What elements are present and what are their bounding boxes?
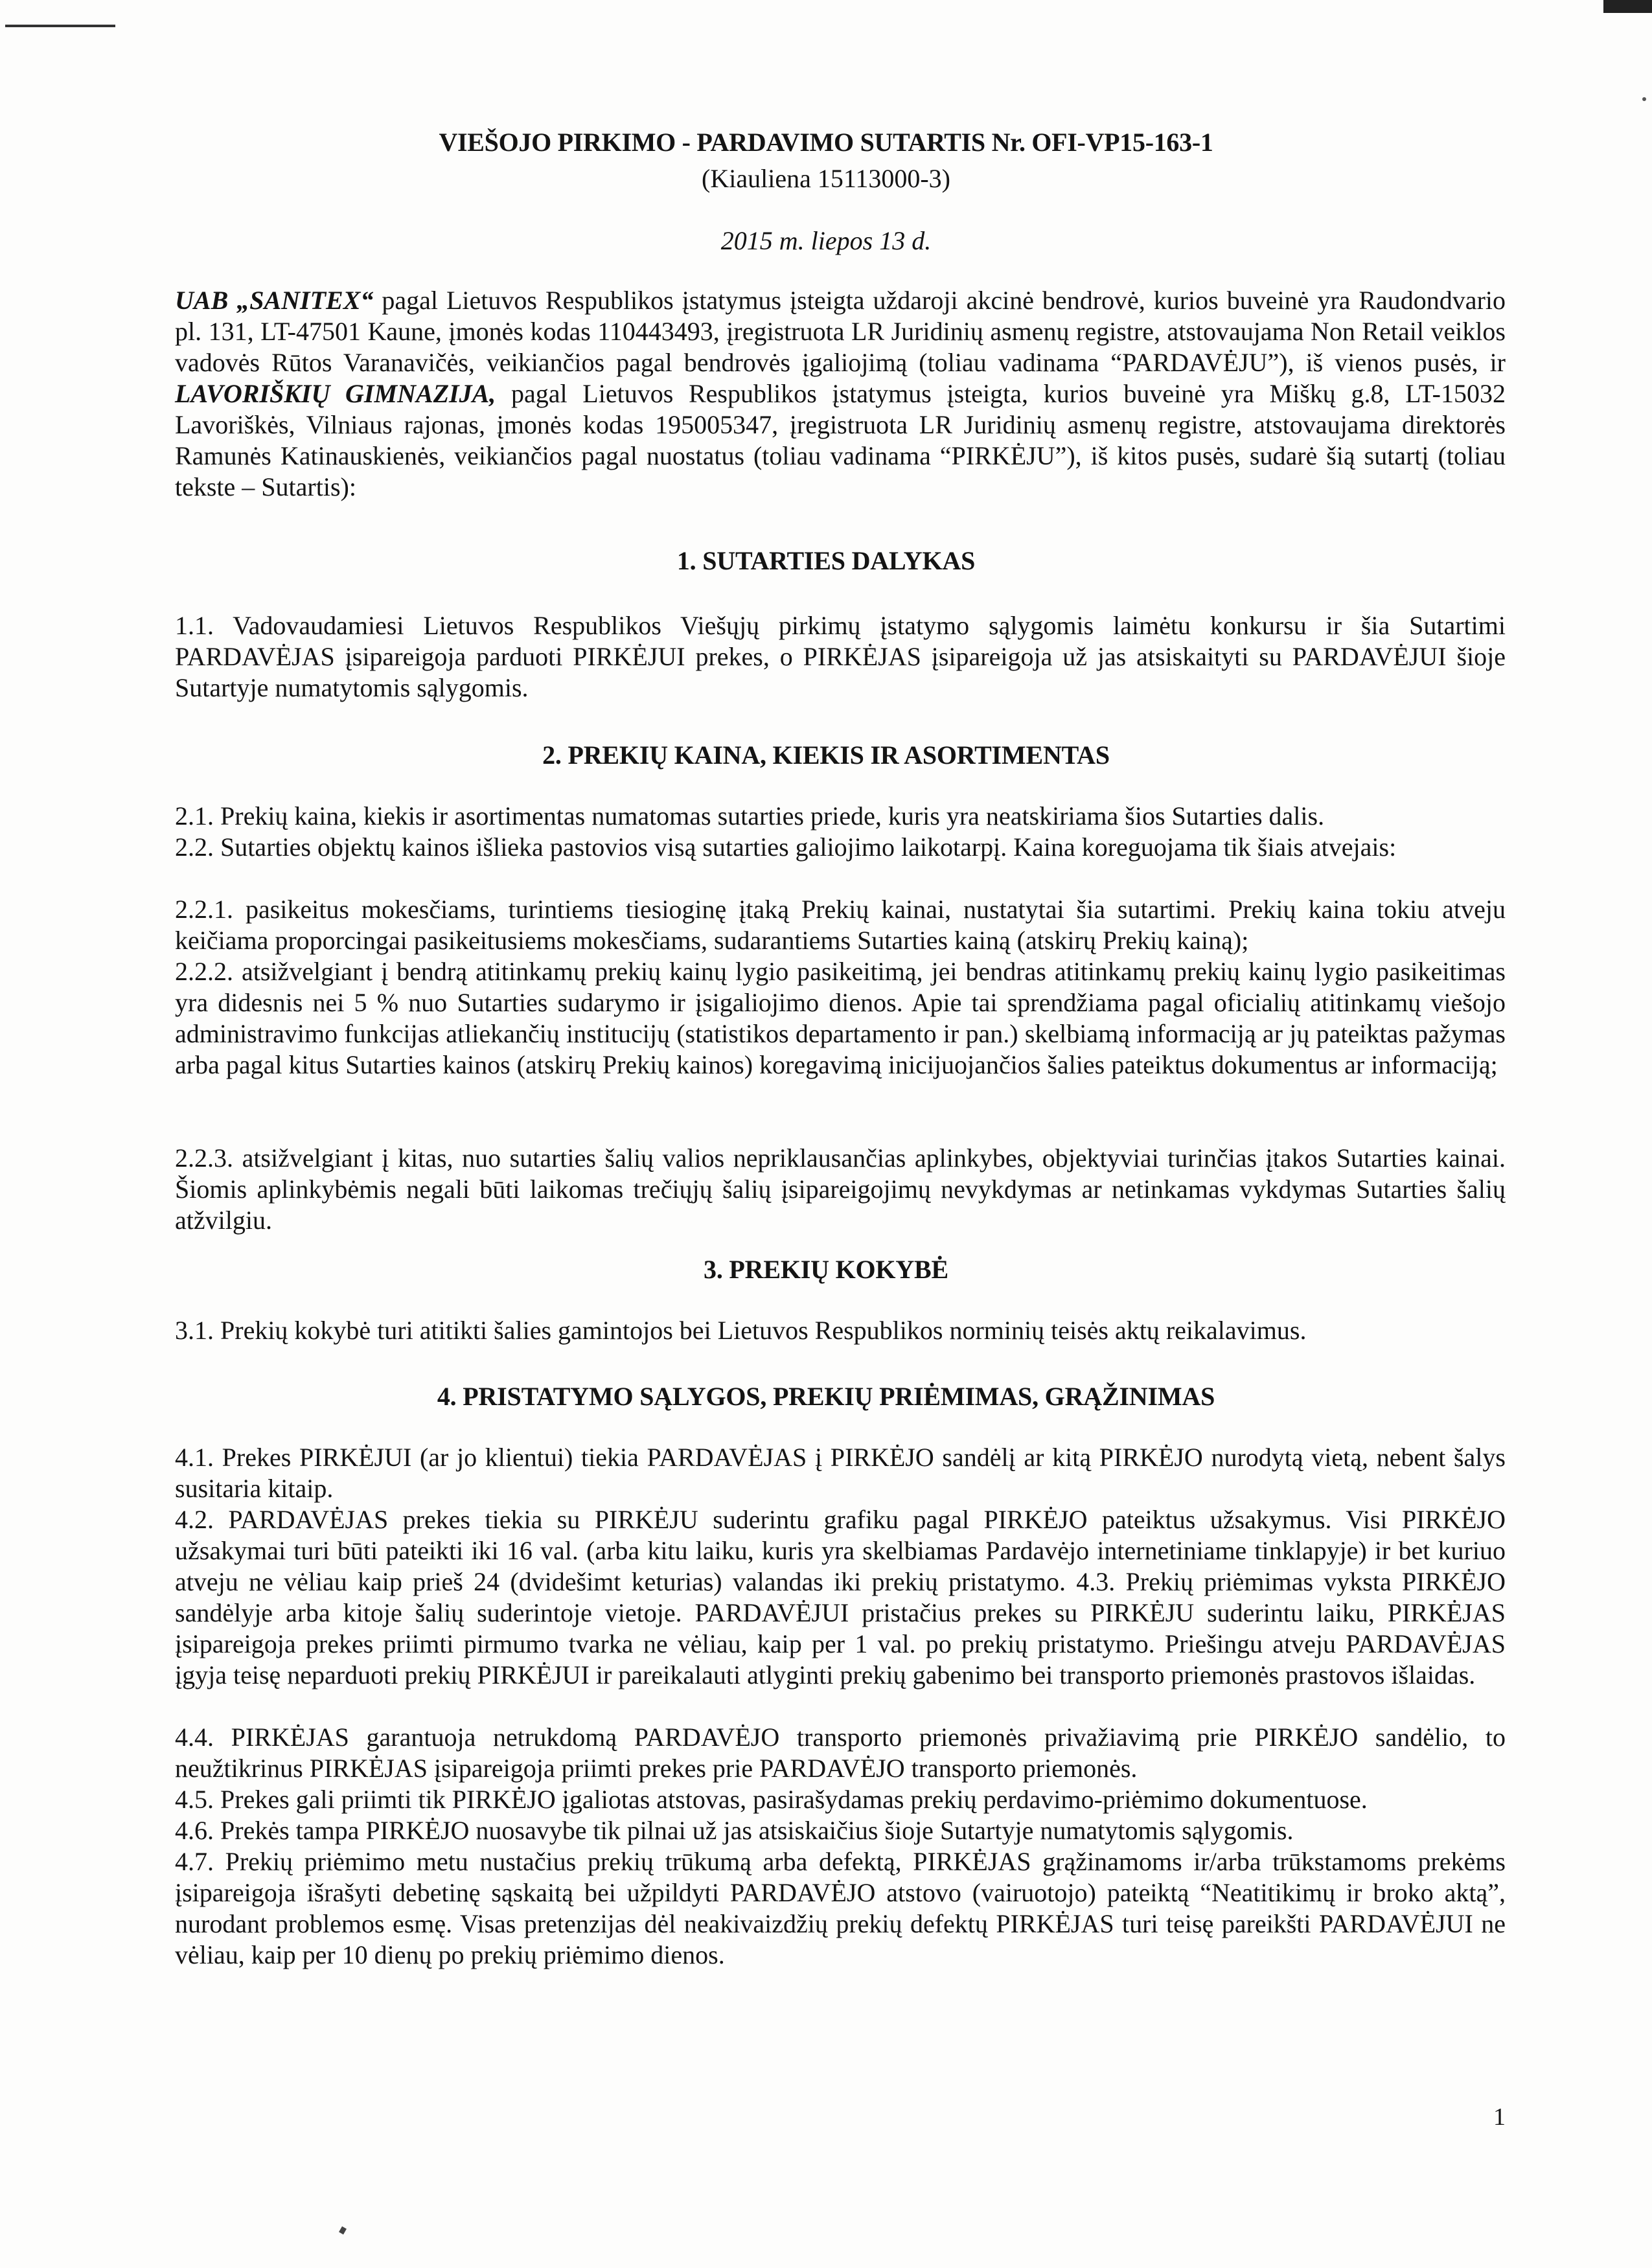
section-heading: 4. PRISTATYMO SĄLYGOS, PREKIŲ PRIĖMIMAS, GRĄŽINIMAS <box>437 1382 1215 1411</box>
clause-2-2-2: 2.2.2. atsižvelgiant į bendrą atitinkamų prekių kainų lygio pasikeitimą, jei bendras atitinkamų prekių kainų lygio pasikeitimas yra didesnis nei 5 % nuo Sutarties sudarymo ir įsigaliojimo dienos. Apie tai sprendžiama pagal oficialių atitinkamų viešojo administravimo funkcijas atliekančių institucijų (statistikos departamento ir pan.) skelbiamą informaciją ar jų pateiktas pažymas arba pagal kitus Sutarties kainos (atskirų Prekių kainos) koregavimą inicijuojančios šalies pateiktus dokumentus ar informaciją; <box>175 957 1506 1079</box>
scan-mark-top-left <box>5 25 115 27</box>
buyer-name: LAVORIŠKIŲ GIMNAZIJA, <box>175 379 496 408</box>
clause-2-2-3: 2.2.3. atsižvelgiant į kitas, nuo sutarties šalių valios nepriklausančias aplinkybes, objektyviai turinčias įtakos Sutarties kainai. Šiomis aplinkybėmis negali būti laikomas trečiųjų šalių įsipareigojimų nevykdymas ar netinkamas vykdymas Sutarties šalių atžvilgiu. <box>175 1143 1506 1235</box>
section-heading: 2. PREKIŲ KAINA, KIEKIS IR ASORTIMENTAS <box>542 740 1110 770</box>
section-heading: 3. PREKIŲ KOKYBĖ <box>704 1255 948 1284</box>
contract-title: VIEŠOJO PIRKIMO - PARDAVIMO SUTARTIS Nr. OFI-VP15-163-1 <box>439 128 1213 157</box>
clause-4-7: 4.7. Prekių priėmimo metu nustačius prekių trūkumą arba defektą, PIRKĖJAS grąžinamoms ir/arba trūkstamoms prekėms įsipareigoja išrašyti debetinę sąskaitą bei užpildyti PARDAVĖJO atstovo (vairuotojo) pateiktą “Neatitikimų ir broko aktą”, nurodant problemos esmę. Visas pretenzijas dėl neakivaizdžių prekių defektų PIRKĖJAS turi teisę pareikšti PARDAVĖJUI ne vėliau, kaip per 10 dienų po prekių priėmimo dienos. <box>175 1847 1506 1969</box>
scan-mark-top-right <box>1603 0 1652 13</box>
clause-4-1: 4.1. Prekes PIRKĖJUI (ar jo klientui) tiekia PARDAVĖJAS į PIRKĖJO sandėlį ar kitą PIRKĖJO nurodytą vietą, nebent šalys susitaria kitaip. <box>175 1443 1506 1503</box>
clause-4-5: 4.5. Prekes gali priimti tik PIRKĖJO įgaliotas atstovas, pasirašydamas prekių perdavimo-priėmimo dokumentuose. <box>175 1785 1368 1814</box>
clause-2-2: 2.2. Sutarties objektų kainos išlieka pastovios visą sutarties galiojimo laikotarpį. Kaina koreguojama tik šiais atvejais: <box>175 832 1397 862</box>
clause-4-2: 4.2. PARDAVĖJAS prekes tiekia su PIRKĖJU suderintu grafiku pagal PIRKĖJO pateiktus užsakymus. Visi PIRKĖJO užsakymai turi būti pateikti iki 16 val. (arba kitu laiku, kuris yra skelbiamas Pardavėjo internetiniame tinklapyje) ir bet kuriuo atveju ne vėliau kaip prieš 24 (dvidešimt keturias) valandas iki prekių pristatymo. 4.3. Prekių priėmimas vyksta PIRKĖJO sandėlyje arba kitoje šalių suderintoje vietoje. PARDAVĖJUI pristačius prekes su PIRKĖJU suderintu laiku, PIRKĖJAS įsipareigoja prekes priimti pirmumo tvarka ne vėliau, kaip per 1 val. po prekių pristatymo. Priešingu atveju PARDAVĖJAS įgyja teisę neparduoti prekių PIRKĖJUI ir pareikalauti atlyginti prekių gabenimo bei transporto priemonės prastovos išlaidas. <box>175 1505 1506 1690</box>
clause-4-4: 4.4. PIRKĖJAS garantuoja netrukdomą PARDAVĖJO transporto priemonės privažiavimą prie PIRKĖJO sandėlio, to neužtikrinus PIRKĖJAS įsipareigoja priimti prekes prie PARDAVĖJO transporto priemonės. <box>175 1723 1506 1783</box>
page-number: 1 <box>1493 2103 1506 2131</box>
clause-2-2-1: 2.2.1. pasikeitus mokesčiams, turintiems tiesioginę įtaką Prekių kainai, nustatytai šia sutartimi. Prekių kaina tokiu atveju keičiama proporcingai pasikeitusiems mokesčiams, sudarantiems Sutarties kainą (atskirų Prekių kainą); <box>175 895 1506 955</box>
seller-name: UAB „SANITEX“ <box>175 286 374 315</box>
contract-date: 2015 m. liepos 13 d. <box>720 226 932 255</box>
seller-details: pagal Lietuvos Respublikos įstatymus įsteigta uždaroji akcinė bendrovė, kurios buveinė yra Raudondvario pl. 131, LT-47501 Kaune, įmonės kodas 110443493, įregistruota LR Juridinių asmenų registre, atstovaujama Non Retail veiklos vadovės Rūtos Varanavičės, veikiančios pagal bendrovės įgaliojimą (toliau vadinama “PARDAVĖJU”), iš vienos pusės, ir <box>175 286 1506 377</box>
scan-speck <box>1642 97 1646 101</box>
parties-paragraph <box>175 285 1506 503</box>
clause-2-1: 2.1. Prekių kaina, kiekis ir asortimentas numatomas sutarties priede, kuris yra neatskiriama šios Sutarties dalis. <box>175 801 1325 830</box>
contract-subtitle: (Kiauliena 15113000-3) <box>702 164 950 193</box>
scan-speck <box>339 2227 347 2235</box>
clause-4-6: 4.6. Prekės tampa PIRKĖJO nuosavybe tik pilnai už jas atsiskaičius šioje Sutartyje numatytomis sąlygomis. <box>175 1816 1294 1845</box>
clause-3-1: 3.1. Prekių kokybė turi atitikti šalies gamintojos bei Lietuvos Respublikos norminių teisės aktų reikalavimus. <box>175 1316 1307 1345</box>
buyer-details: pagal Lietuvos Respublikos įstatymus įsteigta, kurios buveinė yra Miškų g.8, LT-15032 Lavoriškės, Vilniaus rajonas, įmonės kodas 195005347, įregistruota LR Juridinių asmenų registre, atstovaujama direktorės Ramunės Katinauskienės, veikiančios pagal nuostatus (toliau vadinama “PIRKĖJU”), iš kitos pusės, sudarė šią sutartį (toliau tekste – Sutartis): <box>175 379 1506 501</box>
section-heading: 1. SUTARTIES DALYKAS <box>676 546 976 575</box>
clause-1-1: 1.1. Vadovaudamiesi Lietuvos Respublikos Viešųjų pirkimų įstatymo sąlygomis laimėtu konkursu ir šia Sutartimi PARDAVĖJAS įsipareigoja parduoti PIRKĖJUI prekes, o PIRKĖJAS įsipareigoja už jas atsiskaityti su PARDAVĖJUI šioje Sutartyje numatytomis sąlygomis. <box>175 611 1506 702</box>
